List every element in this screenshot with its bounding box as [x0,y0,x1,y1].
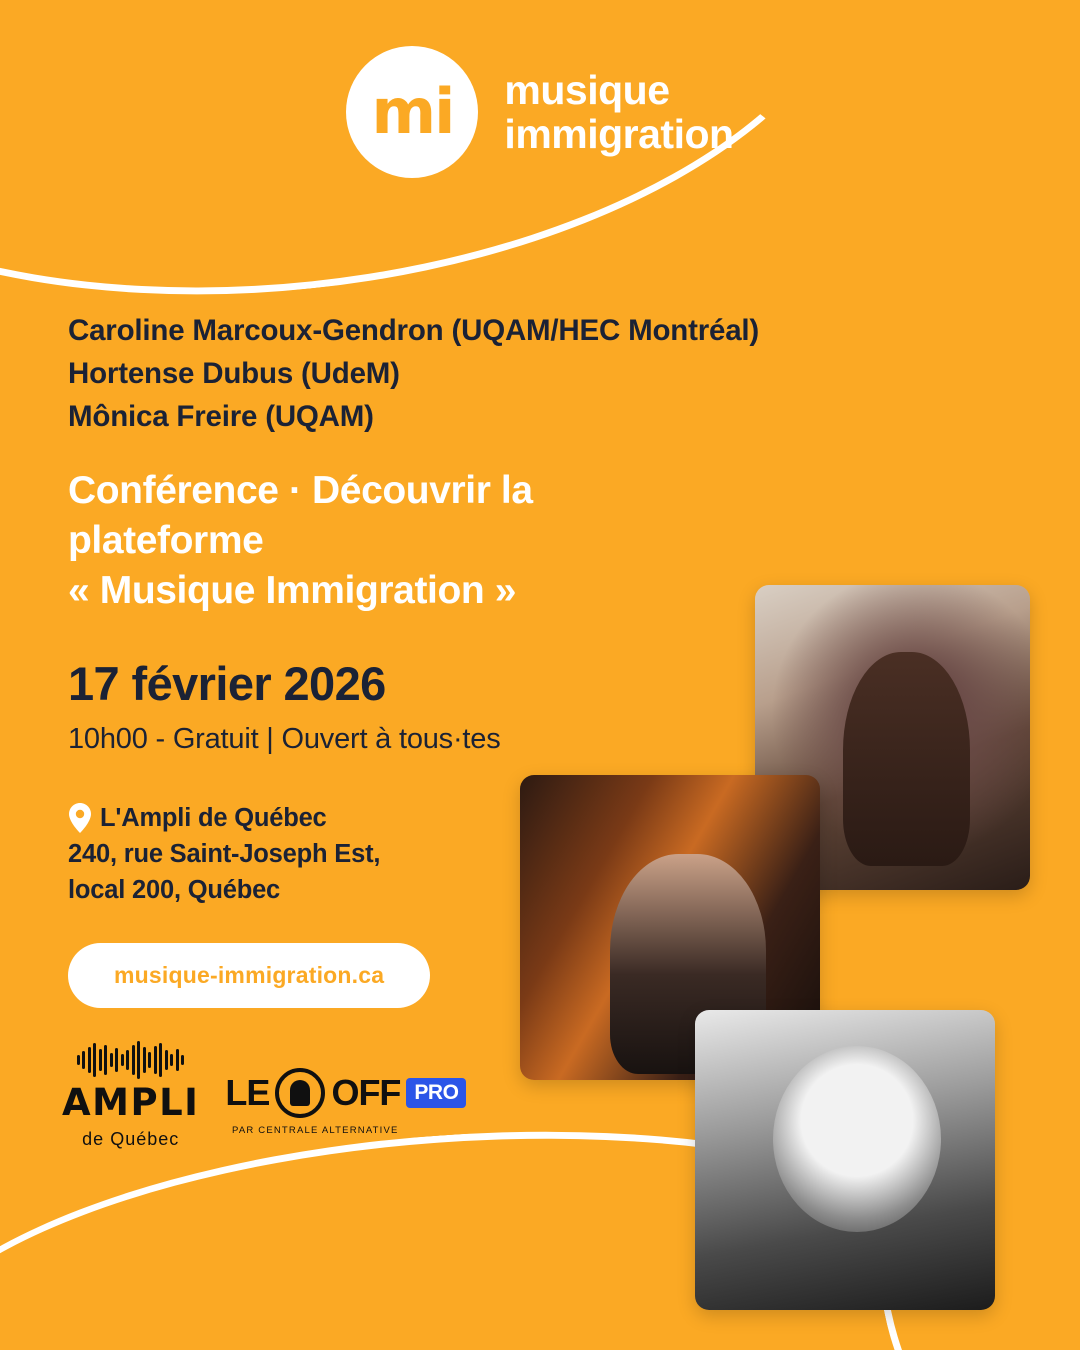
logo-word-line2: immigration [504,111,734,157]
leoff-tagline-text: PAR CENTRALE ALTERNATIVE [232,1125,399,1136]
event-title-line1: Conférence · Découvrir la plateforme [68,469,533,563]
event-title [68,466,728,616]
venue-name: L'Ampli de Québec [100,804,327,833]
venue-address-line1: 240, rue Saint-Joseph Est, [68,840,381,869]
brand-header [0,46,1080,178]
speakers-list [68,310,768,438]
logo-circle [346,46,478,178]
sponsor-logos [62,1040,466,1150]
venue-address-line2: local 200, Québec [68,876,281,905]
ampli-subtitle: de Québec [82,1129,180,1149]
leoff-pro-badge: PRO [406,1078,466,1108]
speaker-1: Caroline Marcoux-Gendron (UQAM/HEC Montréal) [68,314,760,347]
event-title-line2: « Musique Immigration » [68,569,517,613]
waveform-icon [62,1040,199,1080]
ampli-logo [62,1040,199,1150]
logo-wordmark [504,68,733,157]
leoff-off-text: OFF [331,1072,401,1113]
logo-word-line1: musique [504,66,670,113]
speaker-3: Mônica Freire (UQAM) [68,399,374,433]
location-pin-icon [68,803,92,833]
poster-content [68,310,768,1008]
speaker-2: Hortense Dubus (UdeM) [68,356,400,390]
event-date: 17 février 2026 [68,657,386,711]
leoff-ghost-icon [275,1068,325,1118]
logo-mark: mi [371,75,454,148]
leoff-logo [225,1068,466,1118]
ampli-name: AMPLI [62,1081,200,1124]
leoff-le-text: LE [225,1072,270,1113]
venue-block [68,800,768,909]
event-time-info: 10h00 - Gratuit | Ouvert à tous·tes [68,723,501,756]
website-link[interactable]: musique-immigration.ca [68,943,430,1008]
speaker-photo-3 [695,1010,995,1310]
